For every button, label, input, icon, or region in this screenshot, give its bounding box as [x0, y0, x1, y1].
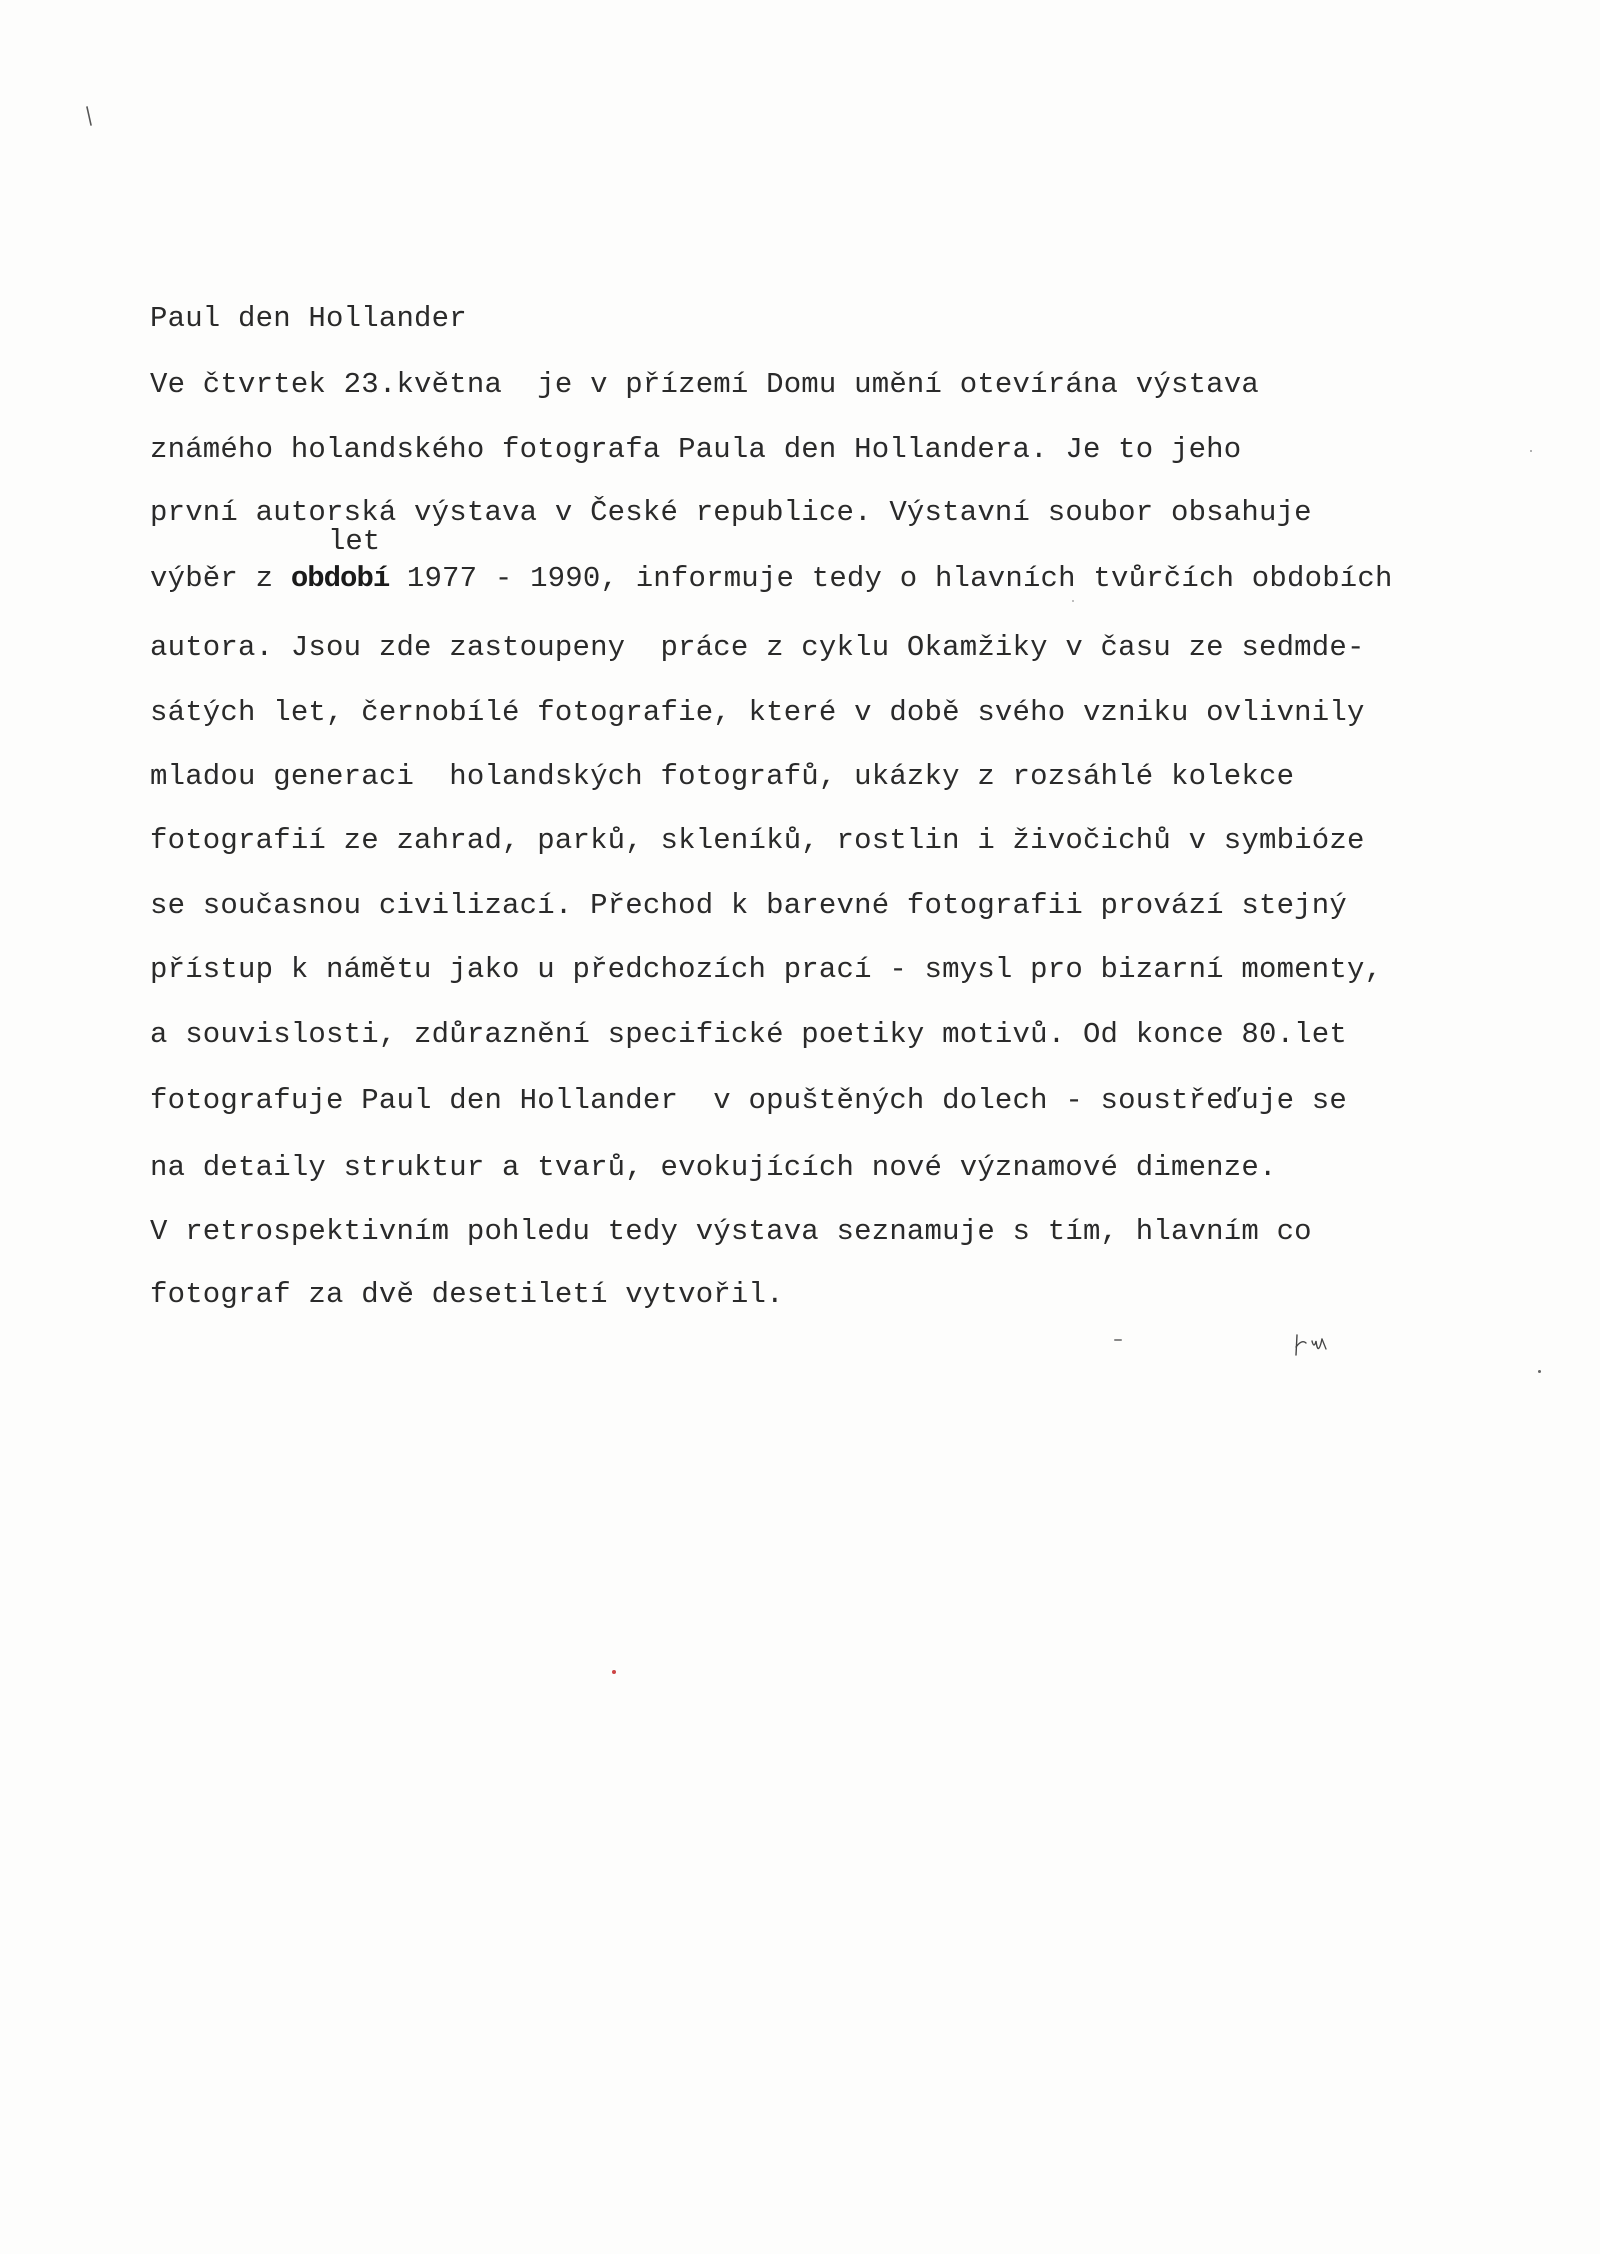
- text-line-1: Ve čtvrtek 23.května je v přízemí Domu umění otevírána výstava: [150, 368, 1259, 401]
- text-line-10: přístup k námětu jako u předchozích prací - smysl pro bizarní momenty,: [150, 953, 1383, 986]
- text-line-2: známého holandského fotografa Paula den Hollandera. Je to jeho: [150, 433, 1242, 466]
- paper-speck: [1530, 450, 1532, 452]
- paper-speck: [612, 1670, 616, 1674]
- paper-speck: [1072, 600, 1074, 602]
- text-line-11: a souvislosti, zdůraznění specifické poetiky motivů. Od konce 80.let: [150, 1018, 1347, 1051]
- document-title: Paul den Hollander: [150, 302, 467, 335]
- text-line-4: [150, 561, 1393, 597]
- text-line-13: na detaily struktur a tvarů, evokujících nové významové dimenze.: [150, 1151, 1277, 1184]
- text-line-8: fotografií ze zahrad, parků, skleníků, rostlin i živočichů v symbióze: [150, 824, 1365, 857]
- line4-before: výběr z: [150, 562, 291, 595]
- struck-word: období: [290, 562, 390, 595]
- text-line-3: první autorská výstava v České republice. Výstavní soubor obsahuje: [150, 496, 1312, 529]
- paper-speck: [1538, 1370, 1541, 1373]
- paper-speck: [1114, 1339, 1122, 1341]
- interlinear-insertion: let: [328, 525, 381, 558]
- handwritten-initials-icon: [1292, 1327, 1342, 1367]
- text-line-6: sátých let, černobílé fotografie, které v době svého vzniku ovlivnily: [150, 696, 1365, 729]
- text-line-14: V retrospektivním pohledu tedy výstava seznamuje s tím, hlavním co: [150, 1215, 1312, 1248]
- text-line-15: fotograf za dvě desetiletí vytvořil.: [150, 1278, 784, 1311]
- text-line-7: mladou generaci holandských fotografů, ukázky z rozsáhlé kolekce: [150, 760, 1295, 793]
- text-line-9: se současnou civilizací. Přechod k barevné fotografii provází stejný: [150, 889, 1347, 922]
- text-line-5: autora. Jsou zde zastoupeny práce z cyklu Okamžiky v času ze sedmde-: [150, 631, 1365, 664]
- line4-after: 1977 - 1990, informuje tedy o hlavních tvůrčích obdobích: [389, 562, 1393, 595]
- text-line-12: fotografuje Paul den Hollander v opuštěných dolech - soustřeďuje se: [150, 1084, 1347, 1117]
- pencil-mark-icon: [86, 106, 92, 126]
